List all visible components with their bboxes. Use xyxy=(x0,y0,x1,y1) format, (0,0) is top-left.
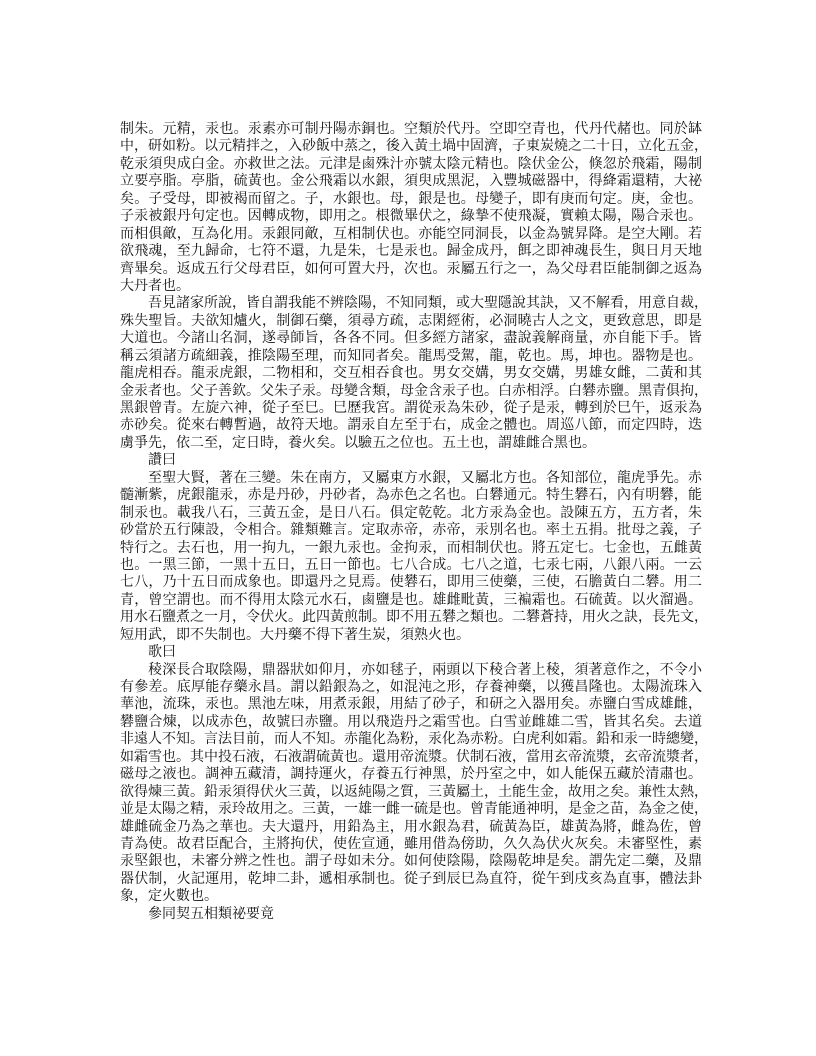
paragraph xyxy=(120,121,708,295)
text-line: 制汞也。載我八石，三黃五金，是日八石。俱定乾乾。北方汞為金也。設陳五方，五方者，朱 xyxy=(120,504,702,521)
text-line: 殊失聖旨。夫欲知爐火，制御石藥，須尋方疏，志閑經術，必洞曉古人之文，更致意思，即是 xyxy=(120,312,702,329)
text-line: 黑銀曾青。左旋六神，從子至巳。巳歷我宮。謂從汞為朱砂，從子是汞，轉到於巳午，返汞為 xyxy=(120,400,702,416)
text-line: 而相俱敵，互為化用。汞銀同敵，互相制伏也。亦能空同洞長，以金為號昇降。是空大剛。若 xyxy=(120,225,702,242)
text-line: 器伏制，火記運用，乾坤二卦，遞相承制也。從子到辰巳為直符，從午到戌亥為直事，體法卦 xyxy=(120,870,702,887)
paragraph xyxy=(120,661,708,906)
text-line: 大道也。今諸山名洞，遂尋師旨，各各不同。但多經方諸家，盡說義解商量，亦自能下手。皆 xyxy=(120,330,702,347)
text-line: 砂當於五行陳設，令相合。雜類難言。定取赤帝，赤帝，汞別名也。率土五捐。批母之義，子 xyxy=(120,522,702,539)
text-line: 乾汞須臾成白金。亦救世之法。元津是鹵殊汁亦號太陰元精也。陰伏金公，倏忽於飛霜，陽制 xyxy=(120,155,702,172)
paragraph xyxy=(120,469,708,644)
text-line: 齊畢矣。返成五行父母君臣，如何可置大丹，次也。汞屬五行之一，為父母君臣能制御之返為 xyxy=(120,260,702,277)
text-line: 欲得煉三黃。鉛汞須得伏火三黃，以返純陽之質，三黃屬土，土能生金，故用之矣。兼性太熱， xyxy=(120,783,708,800)
text-line: 青，曾空謂也。而不得用太陰元水石，鹵鹽是也。雄雌毗黃，三褊霜也。石硫黃。以火溜過。 xyxy=(120,591,702,608)
text-line: 短用武，即不失制也。大丹藥不得下著生炭，須熟火也。 xyxy=(120,626,470,643)
text-line: 青為使。故君臣配合，主將拘伏，使佐宣通，雖用借為傍助，久久為伏火灰矣。未審堅性，素 xyxy=(120,835,702,852)
text-line: 稜深長合取陰陽，鼎器狀如仰月，亦如毬子，兩頭以下稜合著上稜，須著意作之，不令小 xyxy=(148,661,702,678)
text-line: 稱云須諸方疏細義，推陰陽至理，而知同者矣。龍馬受駕，龍，乾也。馬，坤也。器物是也。 xyxy=(120,347,702,364)
text-line: 制朱。元精，汞也。汞素亦可制丹陽赤銅也。空類於代丹。空即空青也，代丹代赭也。同於缽 xyxy=(120,121,702,137)
text-line: 欲飛魂，至九歸命，七符不還，九是朱，七是汞也。歸金成丹，餌之即神魂長生，與日月天地 xyxy=(120,243,702,260)
text-line: 立要亭脂。亭脂，硫黃也。金公飛霜以水銀，須臾成黑泥，入豐城磁器中，得絳霜還精，大祕 xyxy=(120,173,702,190)
text-line: 金汞者也。父子善欽。父朱子汞。母變含類，母金含汞子也。白赤相浮。白礬赤鹽。黑青俱拘， xyxy=(120,382,708,399)
text-line: 至聖大賢，著在三變。朱在南方，又屬東方水銀，又屬北方也。各知部位，龍虎爭先。赤 xyxy=(148,469,702,486)
text-line: 雄雌硫金乃為之華也。夫大還丹，用鉛為主，用水銀為君，硫黃為臣，雄黃為將，雌為佐，曾 xyxy=(120,818,702,835)
text-line: 象，定火數也。 xyxy=(120,888,218,905)
text-line: 如霜雪也。其中投石液，石液謂硫黃也。還用帝流漿。伏制石液，當用玄帝流漿，玄帝流漿者， xyxy=(120,748,708,765)
text-line: 虜爭先，依二至，定日時，養火矣。以驗五之位也。五土也，謂雄雌合黑也。 xyxy=(120,434,596,451)
text-line: 汞堅銀也，未審分辨之性也。謂子母如未分。如何使陰陽，陰陽乾坤是矣。謂先定二藥，及鼎 xyxy=(120,853,702,870)
text-line: 赤砂矣。從來右轉暫過，故符天地。謂汞自左至于右，成金之體也。周巡八節，而定四時，迭 xyxy=(120,417,702,434)
text-line: 礬鹽合煉，以成赤色，故號曰赤鹽。用以飛造丹之霜雪也。白雪並雌雄二雪，皆其名矣。去道 xyxy=(120,713,702,730)
text-line: 吾見諸家所說，皆自謂我能不辨陰陽，不知同類，或大聖隱說其訣，又不解看，用意自裁， xyxy=(148,295,708,312)
text-line: 華池，流珠，汞也。黑池左味，用煮汞銀，用結了砂子，和研之入器用矣。赤鹽白雪成雄雌， xyxy=(120,696,702,713)
section-heading: 歌曰 xyxy=(148,644,176,661)
text-line: 也。一黑三節，一黑十五日，五日一節也。七八合成。七八之道，七汞七兩，八銀八兩。一云 xyxy=(120,556,702,573)
document-body xyxy=(120,121,708,923)
section-heading: 讚曰 xyxy=(148,452,176,469)
text-line: 特行之。去石也，用一拘九，一銀九汞也。金拘汞，而相制伏也。將五定七。七金也，五雌黃 xyxy=(120,539,702,556)
text-line: 七八，乃十五日而成象也。即還丹之見焉。使礬石，即用三使藥，三使，石膽黃白二礬。用二 xyxy=(120,574,702,591)
text-line: 有參差。底厚能存藥永昌。謂以鉛銀為之，如混沌之形，存養神藥，以獲昌隆也。太陽流珠入 xyxy=(120,679,702,695)
text-line: 並是太陽之精，汞玲故用之。三黃，一雄一雌一硫是也。曾青能通神明，是金之苗，為金之使， xyxy=(120,801,708,818)
text-line: 龍虎相吞。龍汞虎銀，二物相和，交互相吞食也。男女交媾，男女交媾，男雄女雌，二黃和其 xyxy=(120,365,702,382)
text-line: 子汞被銀丹句定也。因轉成物，即用之。根微畢伏之，綠摯不使飛凝，實賴太陽，陽合汞也。 xyxy=(120,208,702,225)
paragraph xyxy=(120,295,708,452)
text-line: 大丹者也。 xyxy=(120,277,190,294)
text-line: 矣。子受母，即被褐而留之。子，水銀也。母，銀是也。母變子，即有庚而句定。庚，金也。 xyxy=(120,190,702,207)
text-line: 用水石鹽煮之一月，令伏火。此四黃煎制。即不用五礬之類也。二礬蒼持，用火之訣，長先文， xyxy=(120,609,708,626)
text-line: 髓漸紫，虎銀龍汞，赤是丹砂，丹砂者，為赤色之名也。白礬通元。特生礬石，內有明礬，能 xyxy=(120,487,702,504)
text-line: 磁母之液也。調神五藏清，調持運火，存養五行神黑，於丹室之中，如人能保五藏於清肅也。 xyxy=(120,766,702,783)
text-line: 非遠人不知。言法目前，而人不知。赤龍化為粉，汞化為赤粉。白虎利如霜。鉛和汞一時總變， xyxy=(120,731,708,748)
section-heading: 參同契五相類祕要竟 xyxy=(148,905,274,922)
text-line: 中，研如粉。以元精拌之，入砂飯中蒸之，後入黃土堝中固濟，子東炭燒之二十日，立化五金， xyxy=(120,138,708,155)
